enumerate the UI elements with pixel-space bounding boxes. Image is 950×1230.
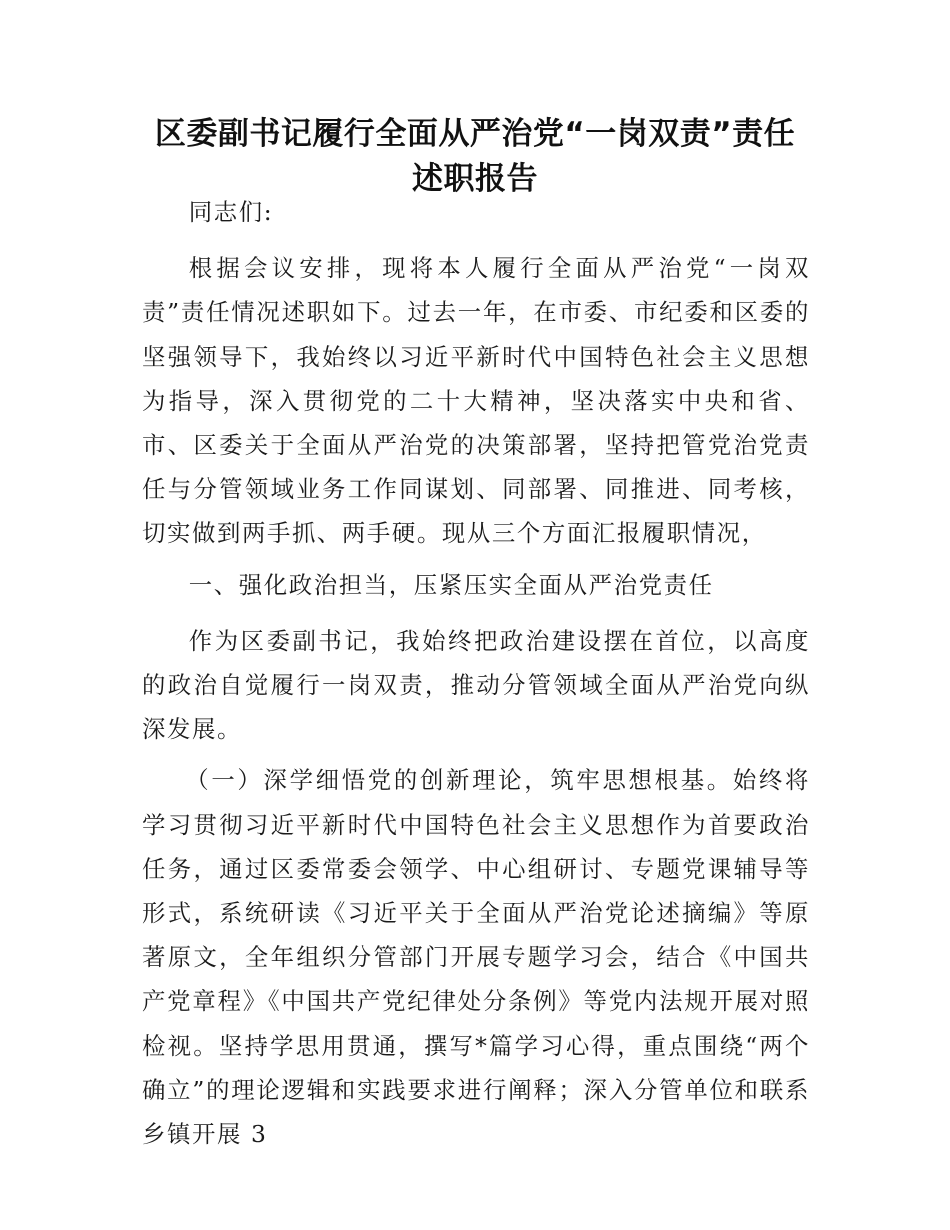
- document-body: [142, 190, 810, 1163]
- section-one-intro-paragraph: 作为区委副书记，我始终把政治建设摆在首位，以高度的政治自觉履行一岗双责，推动分管领域全面从严治党向纵深发展。: [142, 626, 810, 744]
- salutation: 同志们:: [188, 198, 274, 226]
- section-one-heading: 一、强化政治担当，压紧压实全面从严治党责任: [188, 570, 714, 599]
- document-title: 区委副书记履行全面从严治党“一岗双责”责任述职报告: [154, 116, 796, 197]
- intro-paragraph: 根据会议安排，现将本人履行全面从严治党“一岗双责”责任情况述职如下。过去一年，在市委、市纪委和区委的坚强领导下，我始终以习近平新时代中国特色社会主义思想为指导，深入贯彻党的二十大精神，坚决落实中央和省、市、区委关于全面从严治党的决策部署，坚持把管党治党责任与分管领域业务工作同谋划、同部署、同推进、同考核，切实做到两手抓、两手硬。现从三个方面汇报履职情况，: [142, 254, 810, 548]
- subsection-one-paragraph: （一）深学细悟党的创新理论，筑牢思想根基。始终将学习贯彻习近平新时代中国特色社会主义思想作为首要政治任务，通过区委常委会领学、中心组研讨、专题党课辅导等形式，系统研读《习近平关于全面从严治党论述摘编》等原著原文，全年组织分管部门开展专题学习会，结合《中国共产党章程》《中国共产党纪律处分条例》等党内法规开展对照检视。坚持学思用贯通，撰写*篇学习心得，重点围绕“两个确立”的理论逻辑和实践要求进行阐释；深入分管单位和联系乡镇开展 3: [142, 766, 810, 1149]
